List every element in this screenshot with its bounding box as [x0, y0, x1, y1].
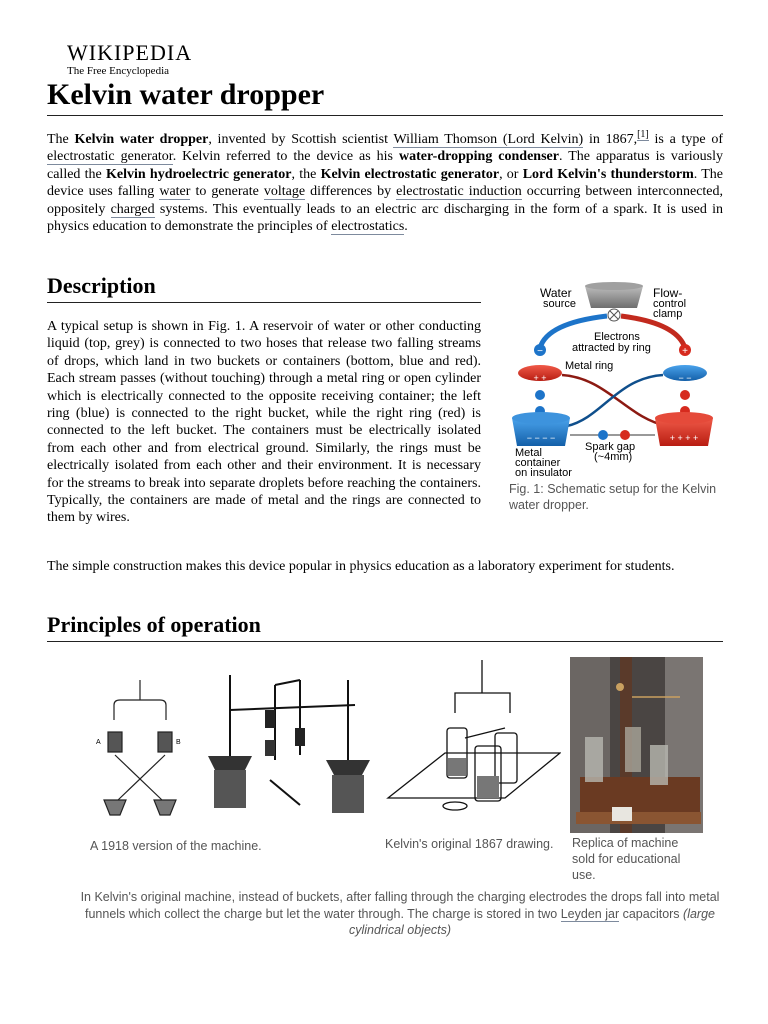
text: . The apparatus is variously called the — [47, 149, 723, 182]
image-kelvin-drawing[interactable] — [385, 658, 561, 830]
label-attracted: attracted by ring — [572, 342, 651, 354]
text: , invented by Scottish scientist — [208, 132, 394, 147]
section-heading-description: Description — [47, 272, 481, 303]
label-water: Water — [540, 286, 572, 300]
gallery-overall-caption — [80, 889, 720, 939]
link-charged[interactable]: charged — [110, 201, 155, 217]
link-electrostatic-generator[interactable]: electrostatic generator — [47, 149, 173, 165]
ring-charge: + + — [533, 373, 547, 383]
container-charge: − − − − — [526, 433, 556, 443]
drop-charge: − — [537, 346, 543, 357]
text: systems. This eventually leads to an electric arc discharging in the form of a spark. It is used in physics education to demonstrate the principles of — [47, 201, 723, 235]
ring-charge: − − — [678, 373, 692, 383]
fig1-schematic[interactable] — [507, 278, 723, 488]
text: . The device uses falling — [47, 166, 723, 200]
image-1918-machine[interactable] — [90, 660, 370, 830]
bold-term: Kelvin water dropper — [74, 132, 209, 147]
image-replica-photo[interactable] — [570, 657, 703, 833]
link-electrostatics[interactable]: electrostatics — [331, 219, 405, 235]
text: to generate — [190, 184, 264, 200]
label-metal: Metal — [515, 447, 542, 459]
label-container: container — [515, 457, 561, 469]
text: In Kelvin's original machine, instead of buckets, after falling through the charging electrodes the drops fall into metal funnels which collect the charge but let the water through. The charge is stored in two — [80, 890, 720, 921]
bold-term: Kelvin electrostatic generator — [320, 166, 500, 182]
bold-term: water-dropping condenser — [398, 149, 559, 165]
text: in 1867, — [583, 132, 638, 147]
wire-left-ring — [562, 375, 667, 426]
italic-note: (large cylindrical objects) — [348, 906, 715, 937]
spark-electrode-left — [598, 430, 608, 440]
bold-term: Lord Kelvin's thunderstorm — [522, 166, 694, 182]
label-gap-size: (~4mm) — [594, 451, 633, 463]
label-metal-ring: Metal ring — [565, 360, 614, 372]
fig1-caption: Fig. 1: Schematic setup for the Kelvin water dropper. — [509, 482, 717, 512]
text: occurring between interconnected, oppositely — [47, 184, 724, 217]
text: The — [47, 132, 75, 147]
drawing-label-b: B — [176, 739, 181, 746]
section-heading-principles: Principles of operation — [47, 611, 723, 642]
container-charge: + + + + — [669, 433, 699, 443]
intro-paragraph — [47, 131, 723, 235]
gallery-caption-2: Kelvin's original 1867 drawing. — [385, 837, 554, 851]
logo-tagline: The Free Encyclopedia — [67, 65, 170, 77]
link-water[interactable]: water — [159, 184, 191, 200]
wikipedia-logo[interactable] — [67, 42, 192, 77]
link-william-thomson[interactable]: William Thomson (Lord Kelvin) — [393, 132, 584, 147]
text: . Kelvin referred to the device as his — [172, 149, 399, 165]
description-paragraph: A typical setup is shown in Fig. 1. A reservoir of water or other conducting liquid (top, grey) is connected to two hoses that release two falling streams of drops, which land in two buckets or containers (bottom, blue and red). Each stream passes (without touching) through a metal ring or open cylinder which is electrically connected to the opposite receiving container; the left ring (blue) is connected to the right bucket, while the right ring (red) is connected to the left bucket. The containers must be electrically isolated from each other and from electrical ground. Similarly, the rings must be electrically isolated from each other and their environment. It is necessary for the streams to break into separate droplets before reaching the containers. Typically, the containers are made of metal and the rings are connected to them by wires. — [47, 319, 481, 526]
spark-electrode-right — [620, 430, 630, 440]
label-insulator: on insulator — [515, 467, 572, 479]
logo-wordmark: WIKIPEDIA — [67, 40, 193, 65]
link-electrostatic-induction[interactable]: electrostatic induction — [396, 184, 522, 200]
label-electrons: Electrons — [594, 331, 640, 343]
gallery-caption-1: A 1918 version of the machine. — [90, 839, 262, 853]
text: is a type of — [648, 132, 724, 147]
physics-education-paragraph: The simple construction makes this device popular in physics education as a laboratory experiment for students. — [47, 559, 675, 574]
text: . — [404, 219, 408, 235]
drop-charge: + — [682, 346, 688, 357]
reference-link[interactable]: [1] — [637, 129, 649, 141]
label-control: control — [653, 298, 687, 310]
drawing-label-a: A — [96, 739, 101, 746]
link-leyden-jar[interactable]: Leyden jar — [560, 906, 620, 921]
text: capacitors — [619, 906, 684, 921]
link-voltage[interactable]: voltage — [263, 184, 306, 200]
label-clamp: clamp — [653, 308, 683, 320]
page-title: Kelvin water dropper — [47, 76, 723, 116]
text: , or — [499, 166, 523, 182]
label-flow: Flow- — [653, 286, 683, 300]
text: differences by — [305, 184, 397, 200]
label-source: source — [543, 298, 577, 310]
text: , the — [291, 166, 321, 182]
label-spark-gap: Spark gap — [585, 441, 636, 453]
gallery-caption-3: Replica of machine sold for educational use. — [572, 836, 681, 882]
bold-term: Kelvin hydroelectric generator — [106, 166, 292, 182]
